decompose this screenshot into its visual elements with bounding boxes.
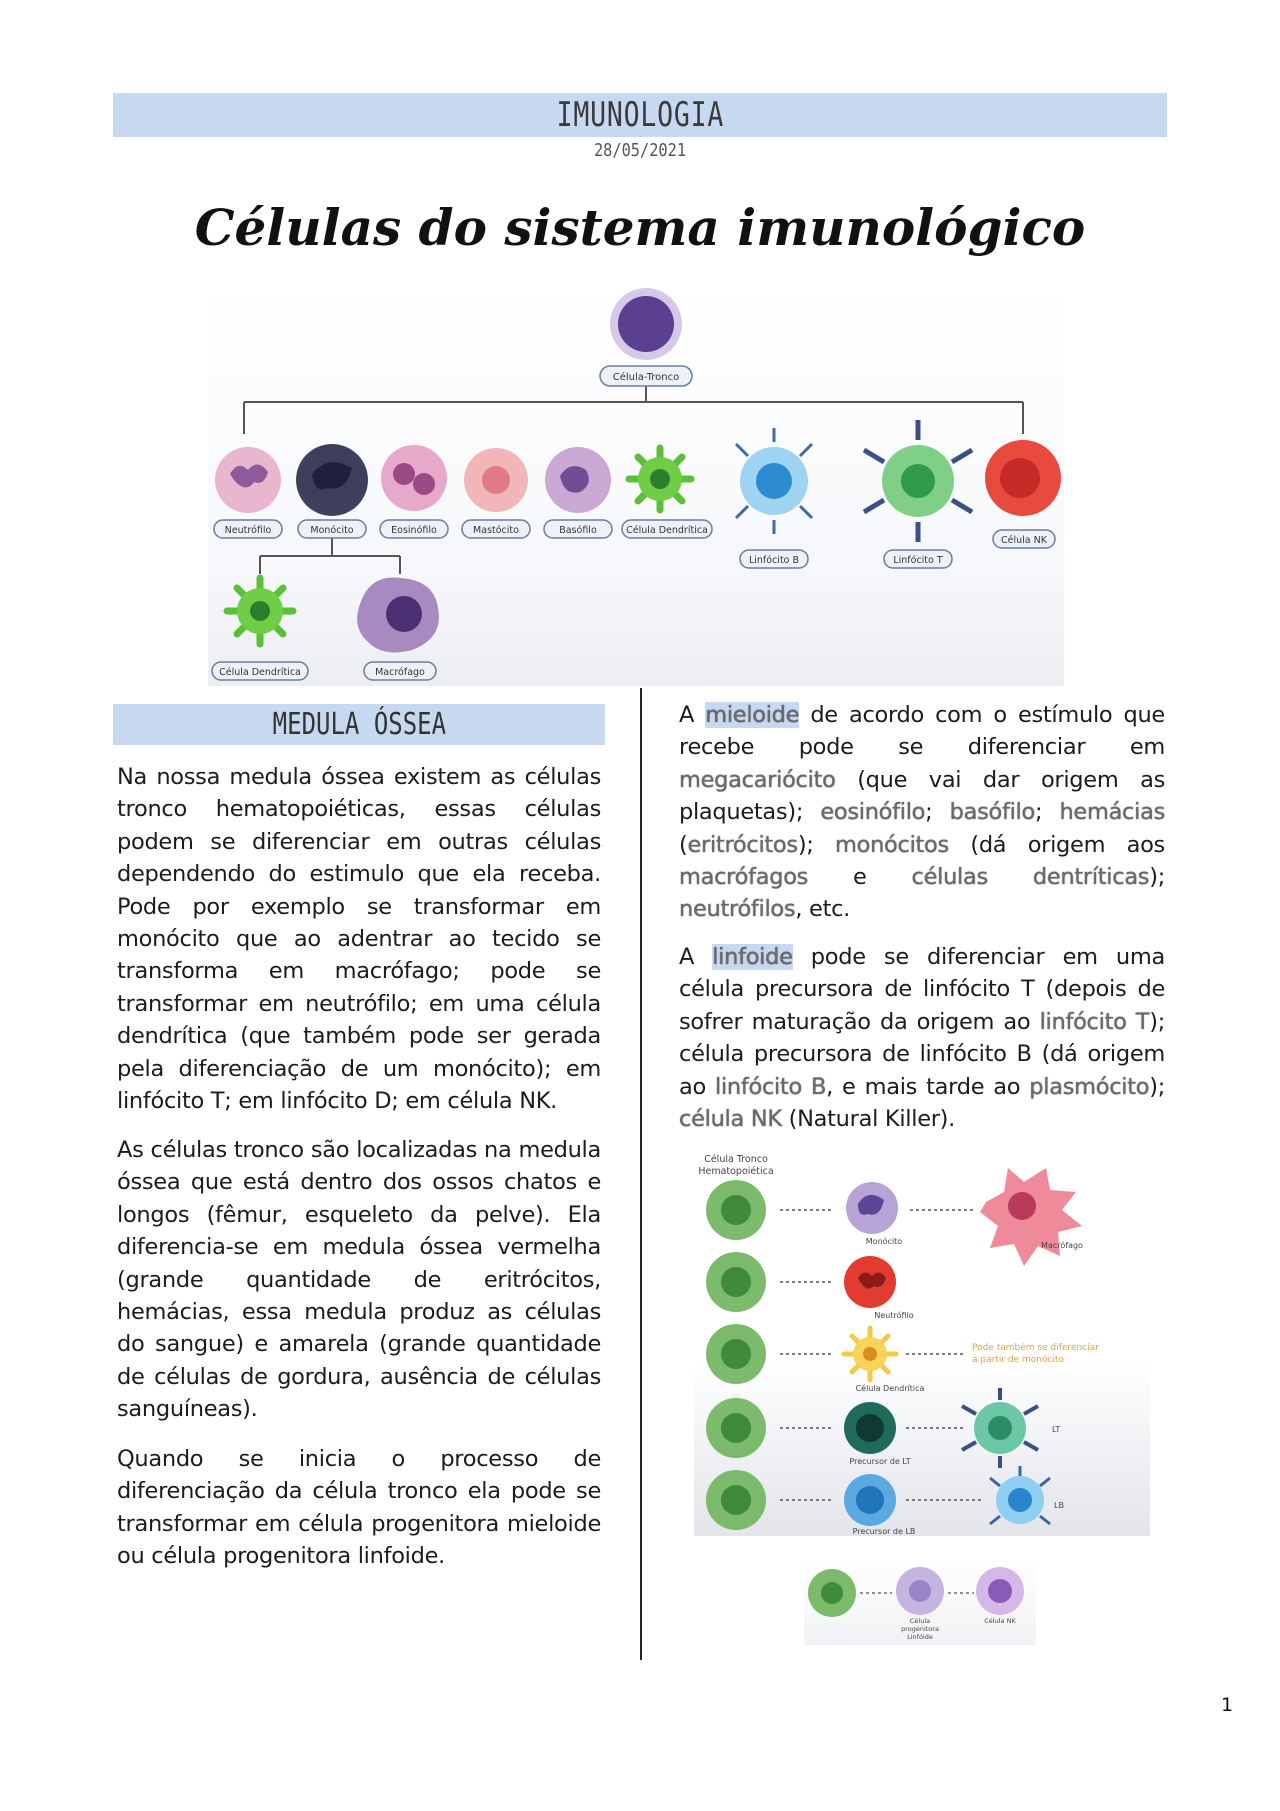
term-linfoide: linfoide: [712, 944, 793, 970]
label-mastocyte: Mastócito: [473, 525, 519, 536]
column-divider: [640, 688, 642, 1660]
monocyte-cell: [296, 444, 368, 516]
paragraph-medula-1: Na nossa medula óssea existem as células tronco hematopoiéticas, essas células podem se diferenciar em outras células dependendo do estimulo que ela receba. Pode por exemplo se transformar em monócito que ao adentrar ao tecido se transforma em macrófago; pode se transformar em neutrófilo; em uma célula dendrítica (que também pode ser gerada pela diferenciação de um monócito); em linfócito T; em linfócito D; em célula NK.: [117, 764, 601, 1115]
paragraph-mieloide: A mieloide de acordo com o estímulo que recebe pode se diferenciar em megacariócito (que vai dar origem as plaquetas); eosinófilo; basófilo; hemácias (eritrócitos); monócitos (dá origem aos macrófagos e células dentríticas); neutrófilos, etc.: [679, 702, 1165, 923]
eosinophil-cell: [381, 445, 447, 511]
label-nk-small: Célula NK: [984, 1617, 1016, 1625]
term-linfocito-t: linfócito T: [1039, 1008, 1150, 1035]
stem-cell: [610, 288, 682, 360]
nk-cell-small: [976, 1567, 1024, 1615]
header-date: 28/05/2021: [593, 140, 687, 161]
label-precursor-lb: Precursor de LB: [852, 1527, 916, 1536]
basophil-cell: [545, 447, 611, 513]
progenitor-line3: Linfóide: [907, 1633, 933, 1641]
stem-cells-column: [706, 1180, 766, 1530]
term-hemacias: hemácias: [1059, 799, 1165, 826]
term-eosinofilo: eosinófilo: [820, 799, 926, 826]
section-bar: [113, 704, 605, 745]
term-basofilo: basófilo: [949, 799, 1035, 826]
lymphoid-progenitor-icon: [896, 1567, 944, 1615]
nk-differentiation-diagram: [804, 1557, 1036, 1645]
page-title: Células do sistema imunológico: [194, 198, 1086, 257]
fig-title-line1: Célula Tronco: [704, 1154, 768, 1165]
label-dendritic: Célula Dendrítica: [626, 525, 708, 536]
label-dendritic-2: Célula Dendrítica: [219, 667, 301, 678]
header-title: IMUNOLOGIA: [556, 95, 724, 135]
macrophage-cell: [357, 578, 439, 653]
label-lb: LB: [1054, 1501, 1064, 1510]
term-monocitos: monócitos: [834, 831, 949, 858]
label-b-cell: Linfócito B: [748, 555, 800, 566]
macrophage-icon: [980, 1168, 1082, 1266]
term-macrofagos: macrófagos: [679, 864, 809, 891]
term-linfocito-b: linfócito B: [715, 1073, 827, 1100]
label-dendritica: Célula Dendrítica: [855, 1384, 925, 1393]
lt-icon: [962, 1388, 1038, 1468]
dendritic-icon: [844, 1328, 896, 1380]
label-monocito: Monócito: [865, 1237, 903, 1246]
label-eosinophil: Eosinófilo: [391, 525, 437, 536]
neutrophil-cell: [215, 447, 281, 513]
label-precursor-lt: Precursor de LT: [849, 1457, 911, 1466]
note-line2: a partir de monócito: [972, 1355, 1064, 1365]
monocyte-icon: [846, 1182, 898, 1234]
term-neutrofilos: neutrófilos: [679, 896, 796, 923]
dendritic-cell-2: [227, 578, 293, 644]
neutrophil-icon: [844, 1256, 896, 1308]
page-number: 1: [1220, 1694, 1234, 1716]
label-nk-cell: Célula NK: [1001, 535, 1047, 546]
term-mieloide: mieloide: [705, 702, 800, 728]
paragraph-medula-2: As células tronco são localizadas na medula óssea que está dentro dos ossos chatos e longos (fêmur, esqueleto da pelve). Ela diferencia-se em medula óssea vermelha (grande quantidade de eritrócitos, hemácias, essa medula produz as células do sangue) e amarela (grande quantidade de células de gordura, ausência de células sanguíneas).: [117, 1137, 601, 1423]
label-neutrophil: Neutrófilo: [224, 525, 272, 536]
term-eritrocitos: eritrócitos: [687, 831, 798, 858]
label-neutrofilo: Neutrófilo: [874, 1311, 914, 1320]
mastocyte-cell: [464, 448, 528, 512]
term-plasmocito: plasmócito: [1029, 1073, 1150, 1100]
immune-cells-diagram: [208, 284, 1064, 686]
precursor-lt-icon: [844, 1402, 896, 1454]
label-macrofago: Macrófago: [1041, 1241, 1083, 1250]
t-lymphocyte-cell: [864, 420, 972, 542]
progenitor-line1: Célula: [909, 1617, 931, 1625]
fig-title-line2: Hematopoiética: [698, 1166, 774, 1177]
paragraph-medula-3: Quando se inicia o processo de diferenciação da célula tronco ela pode se transformar em célula progenitora mieloide ou célula progenitora linfoide.: [117, 1446, 601, 1570]
label-monocyte: Monócito: [310, 525, 354, 536]
label-t-cell: Linfócito T: [893, 555, 943, 566]
note-line1: Pode também se diferenciar: [972, 1343, 1099, 1353]
b-lymphocyte-cell: [736, 428, 812, 534]
term-celula-nk: célula NK: [679, 1106, 782, 1133]
term-celulas-dendriticas: células dentríticas: [911, 864, 1150, 891]
stem-cell-small: [808, 1569, 856, 1617]
header-bar: [113, 93, 1167, 137]
label-lt: LT: [1052, 1425, 1061, 1434]
label-macrophage: Macrófago: [375, 667, 425, 678]
precursor-lb-icon: [844, 1474, 896, 1526]
section-title: MEDULA ÓSSEA: [272, 707, 446, 742]
paragraph-linfoide: A linfoide pode se diferenciar em uma célula precursora de linfócito T (depois de sofrer maturação da origem ao linfócito T); célula precursora de linfócito B (dá origem ao linfócito B, e mais tarde ao plasmócito); célula NK (Natural Killer).: [679, 944, 1165, 1133]
term-megacariocito: megacariócito: [679, 766, 836, 793]
stem-cell-label: Célula-Tronco: [612, 372, 680, 383]
nk-cell: [985, 440, 1061, 516]
lb-icon: [990, 1466, 1050, 1524]
dendritic-cell: [629, 448, 691, 510]
differentiation-diagram: [694, 1148, 1150, 1536]
progenitor-line2: progenitora: [901, 1625, 939, 1633]
label-basophil: Basófilo: [559, 525, 597, 536]
